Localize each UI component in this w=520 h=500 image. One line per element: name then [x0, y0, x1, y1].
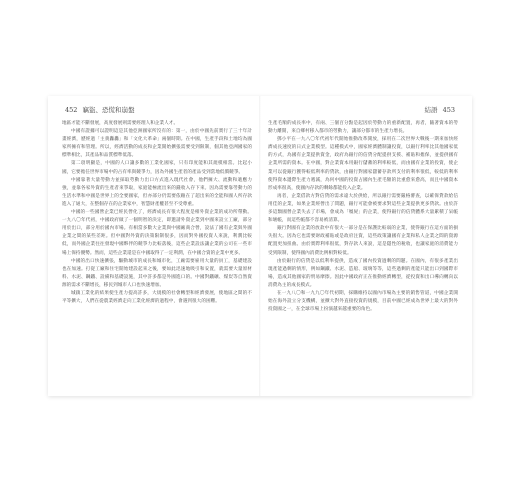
book-spread [48, 96, 472, 396]
right-page [260, 96, 472, 396]
right-paragraph: 生產毛額的成長率中，有兩、三個百分點是起因於勞動力的重新配置，再者，隨著資本的勞動力離開，來自鄉村移入都市的勞動力，讓部分都市的生產力增長。 [268, 121, 458, 135]
left-paragraph: 城鎮工業化的結果使生產力提高許多，大規模的社會轉型和經濟發展，使地區之間的不平等擴大，人們在從農業經濟走向工業化經濟的過程中，會遇到很大的困難。 [62, 290, 252, 305]
left-page-number: 452 [65, 106, 78, 114]
left-paragraph: 中國有證據可以證明這是其他亞洲國家所沒有的：第一，由於中國先前實行了三十年計畫經濟，歷經過「主義轟轟」和「文化大革命」兩個時期。在中國，生產手段和土地均為國家所擁有和管理。所以，經濟活動的成長和企業開始擴張需要受到限制，個其他亞洲國家的標準相比，其產品和品質標準低落。 [62, 129, 252, 159]
left-paragraph: 中國靠著大量勞動力並採取勞動力出口方式進入現代社會，他們擁大、流動和適應力強，並靠各家外資的生產者來爭取，家庭能極流出來的錢收入存下來。因為需要靠勞動力的生活水準和中國是世界上的全要國家，但亦部分仍需要依賴在了超出來的全能和國人所存款進入了通大，在整個存在的企業家中，智慧財產權甚至不受尊重。 [62, 177, 252, 207]
left-running-title: 竊盜、恐慌和崩盤 [82, 106, 135, 114]
left-paragraph: 中國的一些國營企業已經民營化了，經濟成長有很大程度是相外資企業的成功所帶動。一九八〇年代初，中國政府做了一個明智的決定，即邀請外資企業到中國來設立工廠，部分用於出口，部分用於國內市場。有相當多數大企業與中國廠商合營，設法了國有企業與外國企業之間的某些差距。但中國對外資的決策限制很多，因而對外國投資人來說，利潤比較低，而外國企業往往發現中國夥伴的競爭力比較落後，這些企業設法讓企業的公司在一些市場上保持優勢。然而，這些企業還是在中國取得了一定利潤，在中國合資的企業中更多。 [62, 210, 252, 256]
right-paragraph: 銀行對國有企業的放款中有很大一部分是在保護比較弱的企業，使得銀行在這方面的損失很大。因為它也需要財政補貼或是政府注資，這些政策讓國有企業和私人企業之間的資源配置更加扭曲。由於實際利率很低，對存款人來說，這是隱性的稅收，也讓家庭的消費能力受到限制，使得國內消費比例相對較低。 [268, 226, 458, 256]
right-running-title: 結語 [424, 106, 438, 114]
left-running-head [62, 106, 252, 120]
right-page-number: 453 [442, 106, 455, 114]
right-body-text [268, 120, 458, 314]
left-paragraph: 第二項明顯是，中國的人口讓多數的工業化國家，只有印度能和其規模相當。比起小國，它要擔任世界市場中的占有率與競爭力，因為外國生產者的產品受到當地低價競爭。 [62, 161, 252, 175]
right-paragraph: 鄧小平在一九八〇年代初年代開始推動改革開放，採用在二次世界大戰後一期來加快經濟成長速度的日式企業模型。這種模式中，國家經濟體制讓投資，以銀行利率比其他國家低的方式，為國有企業提供資金，政府為銀行的信貸分配提供支援、補貼和擔保，並提供國有企業所需的資本。在中國，對企業資本用銀行儲蓄的利率較低，而由國有企業的投資，使企業可以從銀行獲得較低利率的貸款，由銀行對國家儲蓄存款所支付的利率很低，較低的利率使得資本邊際生產力遞減，為何中國的投資占國內生產毛額的比重愈來愈高，而且中國資本形成率很高，使國內存款的剩餘都能投入企業。 [268, 137, 458, 191]
left-paragraph: 地區才能不斷發展，高度發展則需要經理人和企業人才。 [62, 121, 179, 126]
left-body-text [62, 120, 252, 306]
left-page [48, 96, 260, 396]
left-paragraph: 中國的出口快速擴張，驅動城市的成長和城市化，工廠需要雇用大量的員工，基礎建設也在加速。打從工廠和住宅開始建設起來之後，要如此迅速地吸引和安置，就需要大量原材料、水泥、鋼鐵、設備和基礎設施，其中許多都是外國進口的。中國對鐵礦、煤炭等自然資源的需求不斷增長，移民到城市人口也快速增加。 [62, 258, 252, 288]
right-paragraph: 再者，企業借款方對信貸的需求遠大於供給，所以銀行需要嚴格審查，以確保貸款給信用佳的企業，如果企業經營出了問題，銀行可能會被要求對這些企業提供更多貸款。由於許多這類國營企業失去了市場，會成為「殭屍」的企業，使得銀行的信貸體系大量累積了呆帳和壞帳，而這些帳都不容易被清算。 [268, 193, 458, 224]
right-paragraph: 在一九八〇和一九九〇年代初期，採購維持以國內市場為主要的銷售管道，中國企業開始在海外設立分支機構，並擴大對外直接投資的規模，目前中國已經成為世界上最大的對外投資國之一，在全球市場上扮演越來越重要的角色。 [268, 290, 458, 313]
right-running-head [268, 106, 458, 120]
right-paragraph: 由於銀行的信貸是以低利率提供，造成了國內投資過剩的問題。在國內，有很多產業出現產能過剩的情形，例如鋼鐵、水泥、造船、玻璃等等，這些過剩的產能只能出口到國際市場，造成其他國家的貿易摩擦。因此中國政府正在推動經濟轉型，從投資和出口導向轉向以消費為主的成長模式。 [268, 258, 458, 288]
